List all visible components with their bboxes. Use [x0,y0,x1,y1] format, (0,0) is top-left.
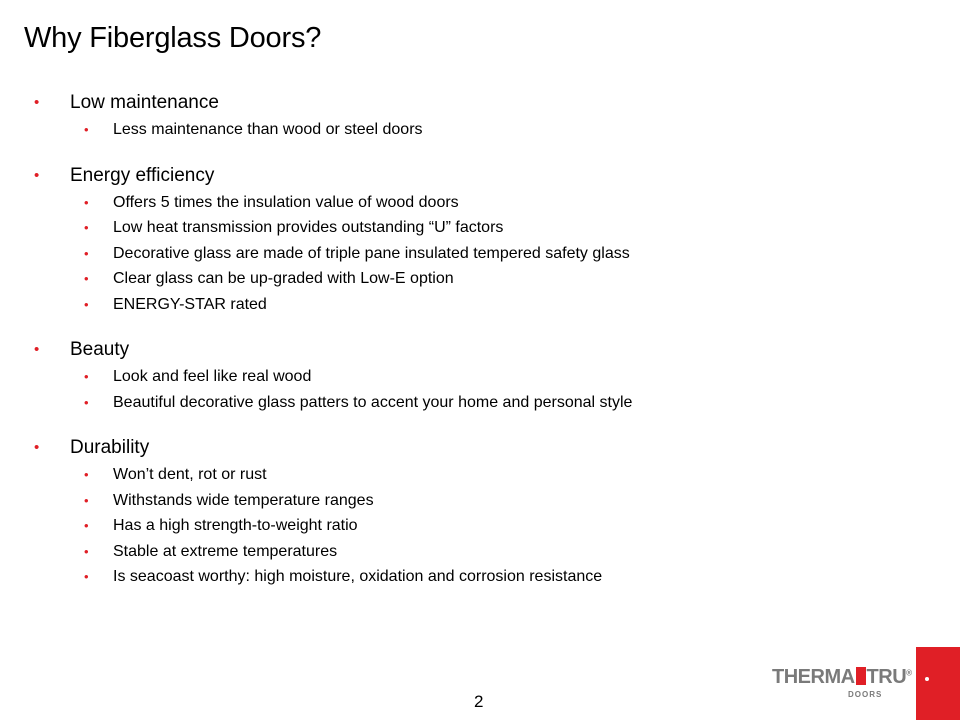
section [34,336,914,415]
sub-bullet-text: Stable at extreme temperatures [113,542,338,560]
sub-bullet-item [34,539,914,565]
sub-bullet-item [34,390,914,416]
sub-bullet-text: Beautiful decorative glass patters to accent your home and personal style [113,393,633,411]
section [34,89,914,143]
sub-bullet-text: Decorative glass are made of triple pane insulated tempered safety glass [113,244,630,262]
section-heading-text: Durability [70,437,150,458]
section-heading [34,434,914,462]
bullet-icon: • [84,369,89,384]
section-heading [34,162,914,190]
bullet-icon: • [84,296,89,312]
sub-bullet-item [34,462,914,488]
sub-bullet-text: Offers 5 times the insulation value of wood doors [113,193,459,211]
bullet-icon: • [84,492,89,508]
section-heading-text: Beauty [70,339,130,360]
bullet-icon: • [84,245,89,261]
sub-bullet-item [34,513,914,539]
page-number: 2 [474,692,484,711]
red-accent-bar [916,647,960,720]
bullet-icon: • [84,122,89,137]
bullet-icon: • [34,439,40,456]
sub-bullet-text: Won’t dent, rot or rust [113,466,267,483]
logo-text-right: TRU [866,666,907,688]
bullet-icon: • [34,94,40,111]
section [34,434,914,590]
section-heading-text: Low maintenance [70,92,219,113]
sub-bullet-text: Low heat transmission provides outstanding “U” factors [113,219,504,236]
logo-text-left: THERMA [772,666,855,688]
sub-bullet-item [34,364,914,390]
section [34,162,914,318]
bullet-icon: • [84,467,89,482]
bullet-icon: • [34,166,40,184]
bullet-icon: • [84,394,89,410]
bullet-icon: • [84,194,89,210]
therma-tru-logo [772,664,912,704]
bullet-icon: • [84,543,89,559]
sub-bullet-text: ENERGY-STAR rated [113,295,267,313]
logo-wordmark [772,666,912,689]
logo-mark-icon [856,667,866,685]
logo-registered: ® [906,668,912,678]
sub-bullet-item [34,292,914,318]
bullet-icon: • [84,271,89,286]
sub-bullet-text: Look and feel like real wood [113,368,312,385]
section-heading [34,89,914,117]
sub-bullet-text: Withstands wide temperature ranges [113,491,374,509]
sub-bullet-text: Has a high strength-to-weight ratio [113,517,358,534]
bullet-icon: • [84,569,89,584]
sub-bullet-item [34,215,914,241]
bullet-icon: • [84,518,89,533]
sub-bullet-item [34,488,914,514]
logo-subtext: DOORS [848,690,883,699]
sub-bullet-text: Clear glass can be up-graded with Low-E option [113,270,454,287]
sub-bullet-item [34,190,914,216]
bullet-list [34,89,914,609]
section-heading-text: Energy efficiency [70,164,215,186]
sub-bullet-item [34,564,914,590]
sub-bullet-text: Is seacoast worthy: high moisture, oxidation and corrosion resistance [113,568,603,585]
sub-bullet-item [34,117,914,143]
section-heading [34,336,914,364]
sub-bullet-item [34,266,914,292]
bullet-dot-icon [925,677,929,681]
bullet-icon: • [84,220,89,235]
slide-title: Why Fiberglass Doors? [24,22,322,54]
bullet-icon: • [34,341,40,358]
sub-bullet-item [34,241,914,267]
sub-bullet-text: Less maintenance than wood or steel doors [113,121,423,138]
